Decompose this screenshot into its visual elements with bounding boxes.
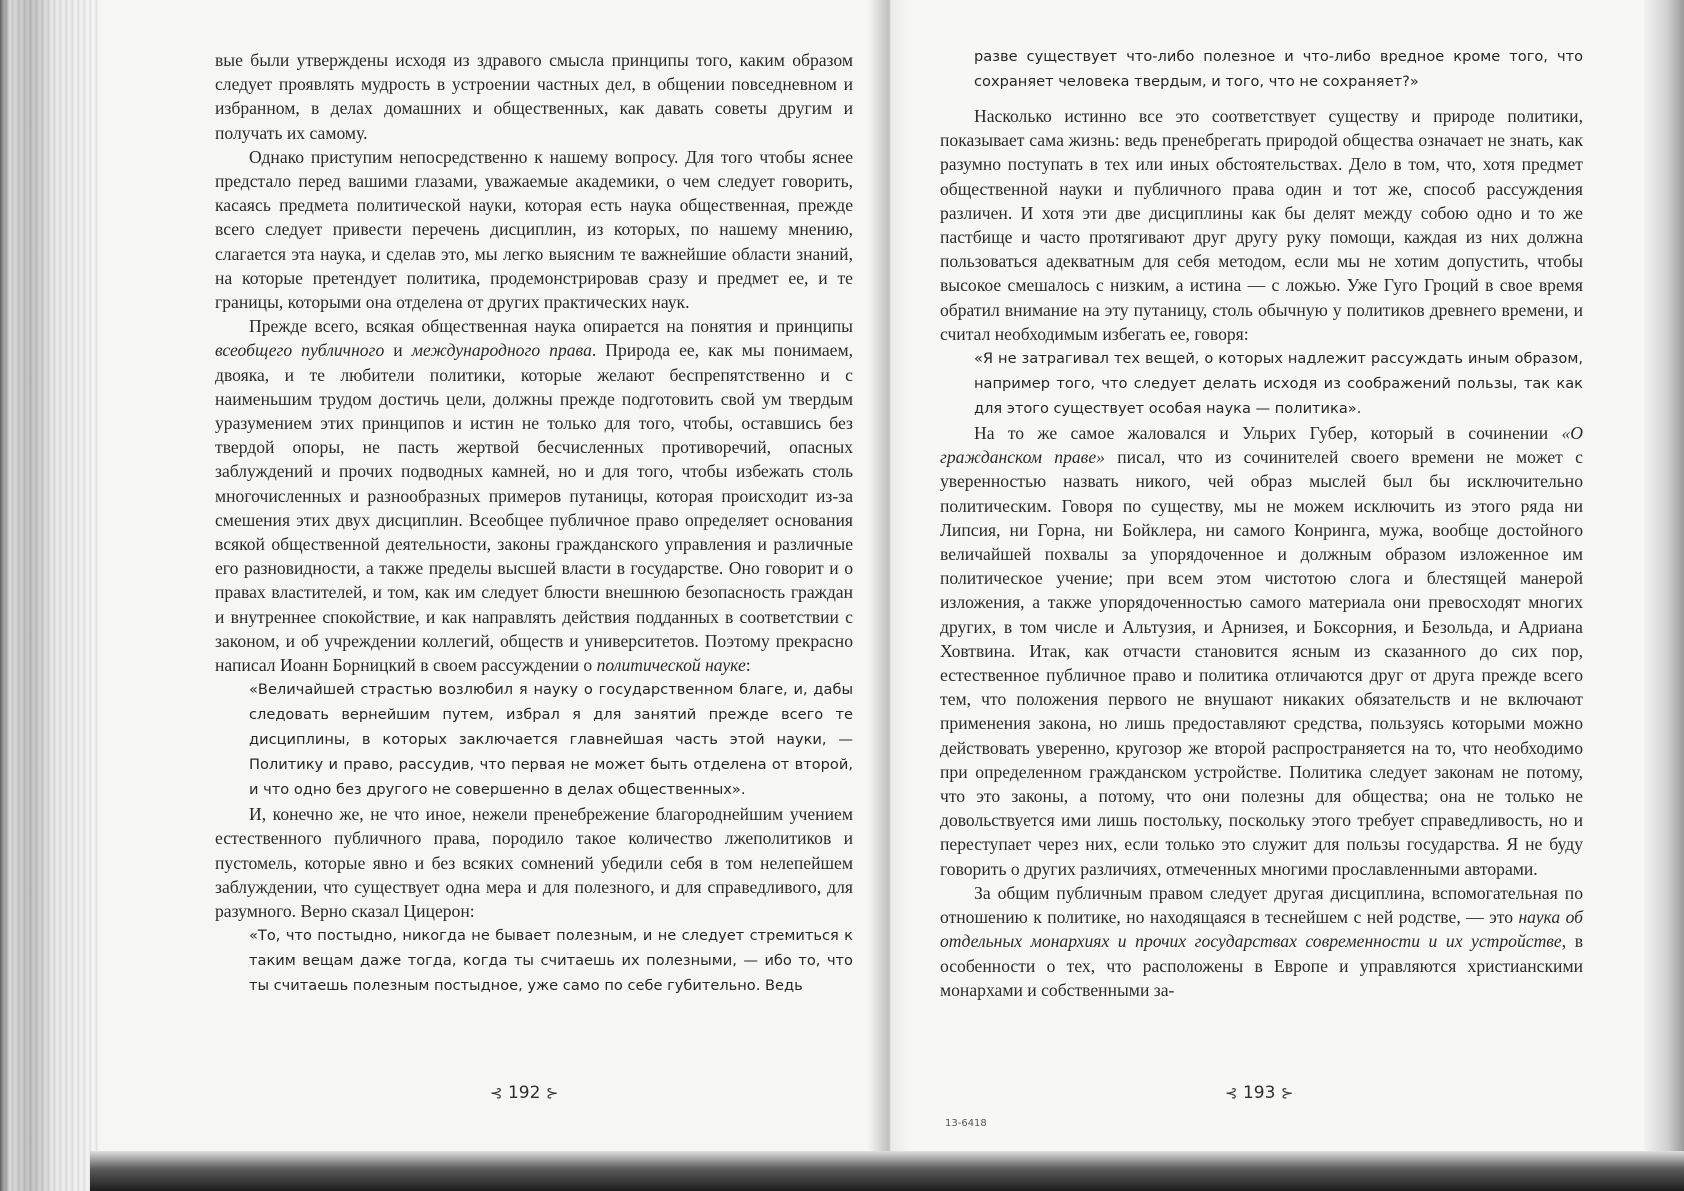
paragraph: Насколько истинно все это соответствует существу и природе политики, показывает сама жизнь: ведь пренебрегать природой общества означает не знать, как разумно поступать в тех или иных обстоятельствах. Дело в том, что, хотя предмет общественной науки и публичного права один и тот же, способ рассуждения различен. И хотя эти две дисциплины как бы делят между собою одно и то же пастбище и часто протягивают друг другу руку помощи, каждая из них должна пользоваться адекватным для себя методом, если мы не хотим допустить, чтобы высокое смешалось с низким, а истина — с ложью. Уже Гуго Гроций в свое время обратил внимание на эту путаницу, столь обычную у политиков древнего времени, и считал необходимым избегать ее, говоря: [940, 106, 1583, 344]
italic-term: политической науке [596, 655, 746, 676]
text-run: писал, что из сочинителей своего времени не может с уверенностью назвать никого, чей образ мыслей был бы исключительно политическим. Говоря по существу, мы не можем исключить из этого ряда ни Липсия, ни Горна, ни Бойклера, ни самого Конринга, мужа, вообще достойного величайшей похвалы за упорядоченное и должным образом изложенное им политическое учение; при всем этом чистотою слога и блестящей манерой изложения, а также упорядоченностью самого материала они превосходят многих других, в том числе и Альтузия, и Арнизея, и Боксорния, и Безольда, и Адриана Ховтвина. Итак, как отчасти становится ясным из сказанного до сих пор, естественное публичное право и политика отличаются друг от друга прежде всего тем, что положения первого не внушают никаких обязательств и не включают применения закона, но лишь предоставляют средства, пользуясь которыми можно действовать уверенно, кругозор же второй распространяется на то, что необходимо при определенном гражданском устройстве. Политика следует законам не потому, что это законы, а потому, что они полезны для общества; она не только не довольствуется ими лишь постольку, поскольку этого требует справедливость, но и переступает через них, если только это служит для пользы государства. Я не буду говорить о других различиях, отмеченных многими прославленными авторами. [940, 447, 1583, 879]
italic-term: наука об отдельных монархиях и прочих государствах современности и их устройстве [940, 907, 1583, 952]
page-number: 193 [1242, 1083, 1276, 1103]
paragraph [940, 421, 1583, 881]
book-gutter [868, 0, 912, 1191]
paragraph: И, конечно же, не что иное, нежели пренебрежение благороднейшим учением естественного публичного права, породило такое количество лжеполитиков и пустомель, которые явно и без всяких сомнений убедили себя в том нелепейшем заблуждении, что существует одна мера и для полезного, и для справедливого, для разумного. Верно сказал Цицерон: [215, 804, 853, 922]
page-stack-edge-bottom [90, 1151, 1684, 1191]
text-run: и [384, 340, 412, 361]
text-run: : [745, 655, 751, 676]
printer-signature: 13-6418 [945, 1118, 987, 1129]
text-run: На то же самое жаловался и Ульрих Губер, который в сочинении [974, 423, 1562, 444]
text-run: Прежде всего, всякая общественная наука опирается на понятия и принципы [249, 316, 853, 337]
ornament-icon: ⊰ [1225, 1084, 1238, 1102]
text-run: , в особенности о тех, что расположены в Европе и управляются христианскими монархами и собственными за- [940, 931, 1584, 1000]
page-number-right [1225, 1083, 1293, 1103]
ornament-icon: ⊱ [545, 1084, 559, 1102]
italic-term: всеобщего публичного [215, 340, 385, 361]
paragraph: вые были утверждены исходя из здравого смысла принципы того, каким образом следует проявлять мудрость в устроении частных дел, в общении повседневном и избранном, в делах домашних и общественных, как давать советы другим и получать их самому. [215, 50, 853, 143]
right-page-text [940, 44, 1583, 1002]
paragraph: Однако приступим непосредственно к нашему вопросу. Для того чтобы яснее предстало перед вашими глазами, уважаемые академики, о чем следует говорить, касаясь предмета политической науки, которая есть наука общественная, прежде всего следует привести перечень дисциплин, из которых, по нашему мнению, слагается эта наука, и сделав это, мы легко выясним те важнейшие области знаний, на которые претендует политика, продемонстрировав сразу и предмет ее, и те границы, которыми она отделена от других практических наук. [215, 146, 853, 313]
block-quote: «Я не затрагивал тех вещей, о которых надлежит рассуждать иным образом, например того, что следует делать исходя из соображений пользы, так как для этого существует особая наука — политика». [974, 350, 1583, 418]
paragraph [215, 314, 853, 677]
page-number-left [490, 1083, 558, 1103]
block-quote: разве существует что-либо полезное и что-либо вредное кроме того, что сохраняет человека твердым, и того, что не сохраняет?» [974, 48, 1583, 90]
page-stack-edge-left [0, 0, 100, 1191]
ornament-icon: ⊱ [1280, 1084, 1294, 1102]
text-run: . Природа ее, как мы понимаем, двояка, и те любители политики, которые желают беспрепятственно и с наименьшим трудом достичь цели, должны прежде подготовить свой ум твердым уразумением этих принципов и истин не только для того, чтобы, оставшись без твердой опоры, не пасть жертвой бесчисленных противоречий, опасных заблуждений и прочих подводных камней, но и для того, чтобы избежать столь многочисленных и разнообразных примеров путаницы, которая происходит из-за смешения этих двух дисциплин. Всеобщее публичное право определяет основания всякой общественной деятельности, законы гражданского управления и различные его разновидности, а также пределы высшей власти в государстве. Оно говорит и о правах властителей, и том, как им следует блюсти внешнюю безопасность граждан и внутреннее спокойствие, и как направлять действия подданных в соответствии с законом, и об учреждении коллегий, обществ и университетов. Поэтому прекрасно написал Иоанн Борницкий в своем рассуждении о [215, 340, 853, 676]
block-quote: «Величайшей страстью возлюбил я науку о государственном благе, и, дабы следовать вернейшим путем, избрал я для занятий прежде всего те дисциплины, в которых заключается главнейшая часть этой науки, — Политику и право, рассудив, что первая не может быть отделена от второй, и что одно без другого не совершенно в делах общественных». [249, 681, 853, 799]
paragraph [940, 881, 1583, 1002]
block-quote: «То, что постыдно, никогда не бывает полезным, и не следует стремиться к таким вещам даже тогда, когда ты считаешь их полезными, — ибо то, что ты считаешь полезным постыдное, уже само по себе губительно. Ведь [249, 927, 853, 995]
text-run: За общим публичным правом следует другая дисциплина, вспомогательная по отношению к политике, но находящаяся в теснейшем с ней родстве, — это [940, 882, 1583, 928]
page-stack-edge-right [1644, 0, 1684, 1191]
italic-term: международного права [411, 340, 592, 361]
italic-title: «О гражданском праве» [940, 423, 1583, 468]
ornament-icon: ⊰ [490, 1084, 503, 1102]
left-page-text [215, 48, 853, 998]
page-number: 192 [507, 1083, 541, 1103]
